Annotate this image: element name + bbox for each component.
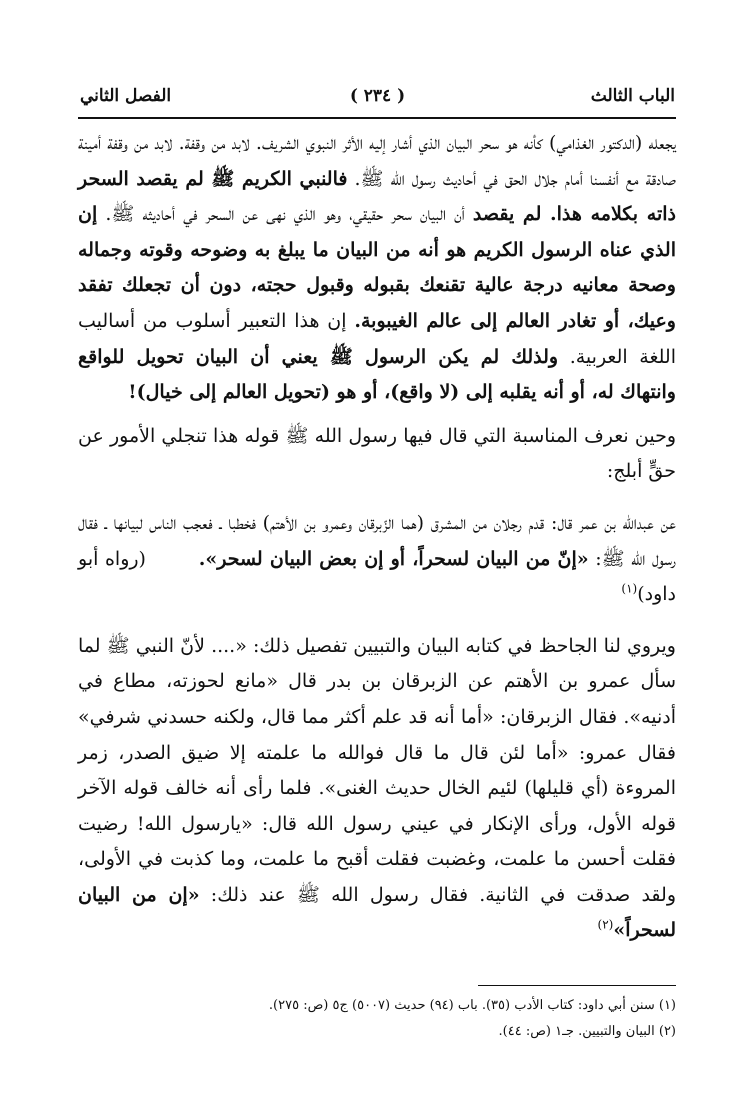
footnote-2: (٢) البيان والتبيين. جـ١ (ص: ٤٤). <box>498 1024 676 1039</box>
page-number: ( ٢٣٤ ) <box>349 86 406 106</box>
header-divider <box>78 117 676 119</box>
hadith-text: عن عبدالله بن عمر قال: قدم رجلان من المشرق (هما الزّبرقان وعمرو بن الأهتم) فخطبا ـ فعجب الناس لبيانها ـ فقال رسول الله ﷺ: <box>78 511 676 570</box>
footnotes <box>78 993 676 1045</box>
footnote-ref-2: (٢) <box>597 918 614 933</box>
footnote-divider <box>478 985 676 986</box>
paragraph-3-text: ويروي لنا الجاحظ في كتابه البيان والتبيين تفصيل ذلك: «.... لأنّ النبي ﷺ لما سأل عمرو بن الأهتم عن الزبرقان بن بدر قال «مانع لحوزته، مطاع في أدنيه». فقال الزبرقان: «أما أنه قد علم أكثر مما قال، ولكنه حسدني شرفي» فقال عمرو: «أما لئن قال ما قال فوالله ما علمته إلا ضيق الصدر، زمر المروءة (أي قليلها) لئيم الخال حديث الغنى». فلما رأى أنه خالف قوله الآخر قوله الأول، ورأى الإنكار في عيني رسول الله قال: «يارسول الله! رضيت فقلت أحسن ما علمت، وغضبت فقلت أقبح ما علمت، وما كذبت في الأولى، ولقد صدقت في الثانية. فقال رسول الله ﷺ عند ذلك: <box>78 634 676 906</box>
paragraph-3 <box>78 629 676 949</box>
paragraph-1-text-a: يجعله (الدكتور الغذامي) كأنه هو سحر البيان الذي أشار إليه الأثر النبوي الشريف. لابد من وقفة. لابد من وقفة أمينة صادقة مع أنفسنا أمام جلال الحق في أحاديث رسول الله ﷺ. <box>78 132 676 190</box>
paragraph-2-text: وحين نعرف المناسبة التي قال فيها رسول الله ﷺ قوله هذا تنجلي الأمور عن حقٍّ أبلج: <box>78 424 676 483</box>
paragraph-3-quote: «إن من البيان لسحراً» <box>78 883 676 942</box>
paragraph-2 <box>78 419 676 490</box>
paragraph-1-text-c: إن هذا التعبير أسلوب من أساليب اللغة العربية. <box>78 309 676 368</box>
paragraph-1-bold-a: فالنبي الكريم ﷺ لم يقصد السحر ذاته بكلامه هذا. لم يقصد <box>78 167 676 226</box>
chapter-title: الباب الثالث <box>590 86 675 106</box>
paragraph-1 <box>78 126 676 411</box>
page-header <box>80 86 675 114</box>
paragraph-1-bold-c: ولذلك لم يكن الرسول ﷺ يعني أن البيان تحويل للواقع وانتهاك له، أو أنه يقلبه إلى (لا واقع)، أو هو (تحويل العالم إلى خيال)! <box>78 345 676 404</box>
footnote-1: (١) سنن أبي داود: كتاب الأدب (٣٥). باب (٩٤) حديث (٥٠٠٧) ج٥ (ص: ٢٧٥). <box>268 998 676 1013</box>
hadith-quote: «إنّ من البيان لسحراً، أو إن بعض البيان لسحر». <box>198 547 589 570</box>
section-title: الفصل الثاني <box>80 86 172 106</box>
paragraph-1-text-b: أن البيان سحر حقيقي، وهو الذي نهى عن السحر في أحاديثه ﷺ. <box>97 203 473 226</box>
page-body <box>78 126 676 949</box>
hadith-block <box>78 506 676 613</box>
hadith-source: (رواه أبو داود) <box>78 547 676 606</box>
paragraph-1-bold-b: إن الذي عناه الرسول الكريم هو أنه من البيان ما يبلغ به وضوحه وقوته وجماله وصحة معانيه درجة عالية تقنعك بقبوله وقبول حجته، دون أن تجعلك تفقد وعيك، أو تغادر العالم إلى عالم الغيبوبة. <box>78 203 676 332</box>
footnote-ref-1: (١) <box>621 581 638 596</box>
